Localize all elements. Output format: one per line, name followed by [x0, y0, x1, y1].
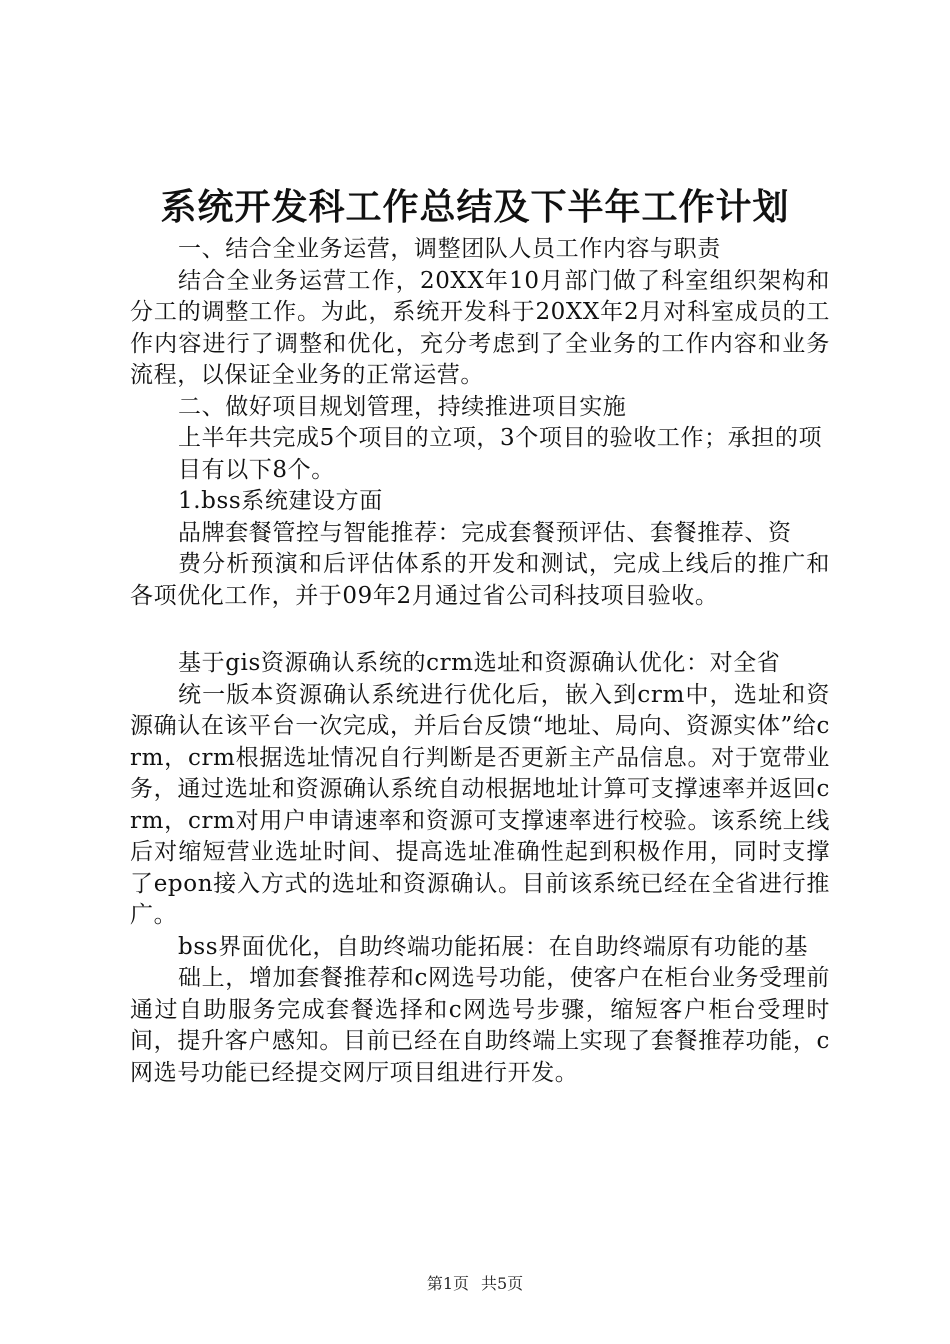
paragraph: 费分析预演和后评估体系的开发和测试，完成上线后的推广和各项优化工作，并于09年2月通过省公司科技项目验收。	[130, 551, 830, 609]
paragraph: 础上，增加套餐推荐和c网选号功能，使客户在柜台业务受理前通过自助服务完成套餐选择和c网选号步骤，缩短客户柜台受理时间，提升客户感知。目前已经在自助终端上实现了套餐推荐功能，c网选号功能已经提交网厅项目组进行开发。	[130, 965, 830, 1086]
section-heading-1: 一、结合全业务运营，调整团队人员工作内容与职责	[178, 236, 721, 262]
paragraph: 上半年共完成5个项目的立项，3个项目的验收工作；承担的项	[178, 425, 823, 451]
paragraph: bss界面优化，自助终端功能拓展：在自助终端原有功能的基	[178, 933, 809, 960]
paragraph: 结合全业务运营工作，20XX年10月部门做了科室组织架构和分工的调整工作。为此，系统开发科于20XX年2月对科室成员的工作内容进行了调整和优化，充分考虑到了全业务的工作内容和业务流程，以保证全业务的正常运营。	[130, 267, 830, 388]
paragraph: 品牌套餐管控与智能推荐：完成套餐预评估、套餐推荐、资	[178, 519, 792, 546]
section-heading-2: 二、做好项目规划管理，持续推进项目实施	[178, 393, 627, 420]
page-footer	[0, 1274, 950, 1294]
subsection-heading: 1.bss系统建设方面	[178, 488, 383, 514]
paragraph: 基于gis资源确认系统的crm选址和资源确认优化：对全省	[178, 650, 781, 676]
page-total: 共5页	[481, 1274, 524, 1293]
page-number: 第1页	[426, 1274, 469, 1293]
paragraph: 目有以下8个。	[178, 456, 335, 483]
document-title: 系统开发科工作总结及下半年工作计划	[160, 187, 790, 228]
paragraph: 统一版本资源确认系统进行优化后，嵌入到crm中，选址和资源确认在该平台一次完成，并后台反馈“地址、局向、资源实体”给crm，crm根据选址情况自行判断是否更新主产品信息。对于宽带业务，通过选址和资源确认系统自动根据地址计算可支撑速率并返回crm，crm对用户申请速率和资源可支撑速率进行校验。该系统上线后对缩短营业选址时间、提高选址准确性起到积极作用，同时支撑了epon接入方式的选址和资源确认。目前该系统已经在全省进行推广。	[130, 681, 830, 928]
paragraph-spacer	[130, 612, 830, 648]
document-body	[130, 234, 830, 1089]
